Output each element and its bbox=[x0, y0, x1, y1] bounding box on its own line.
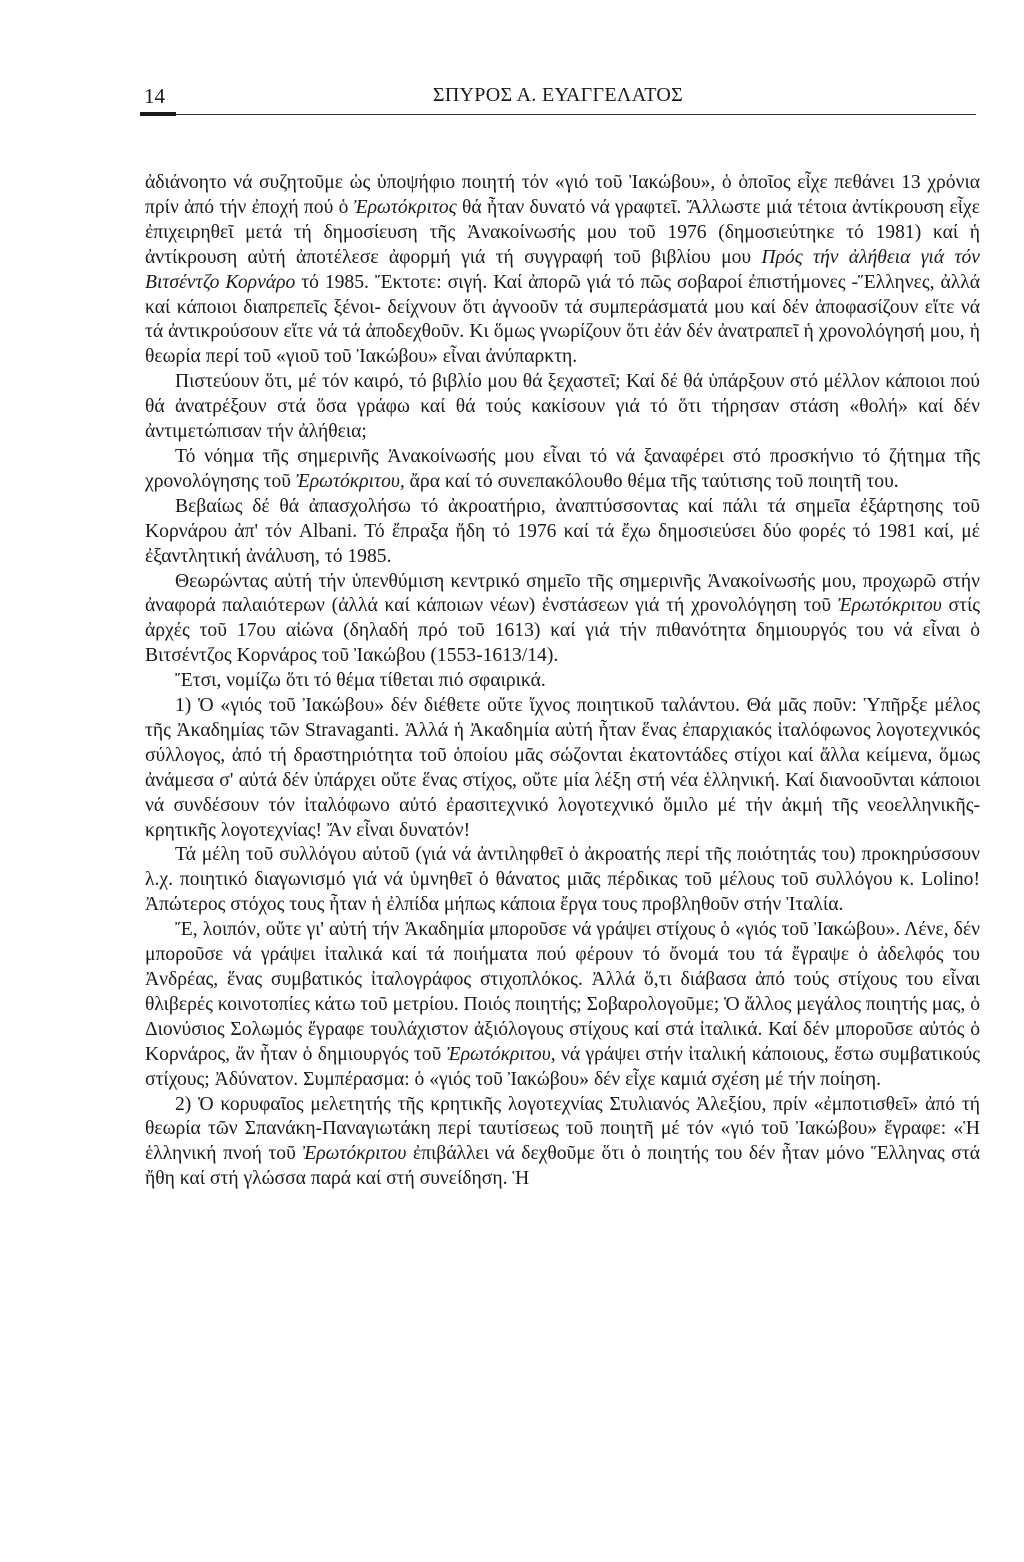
paragraph bbox=[145, 918, 980, 1092]
text-run: 1) Ὁ «γιός τοῦ Ἰακώβου» δέν διέθετε οὔτε ἴχνος ποιητικοῦ ταλάντου. Θά μᾶς ποῦν: Ὑπῆρξε μέλος τῆς Ἀκαδημίας τῶν Stravaganti. Ἀλλά ἡ Ἀκαδημία αὐτή ἦταν ἕνας ἐπαρχιακός ἰταλόφωνος λογοτεχνικός σύλλογος, ἀπό τή δραστηριότητα τοῦ ὁποίου μᾶς σώζονται ἑκατοντάδες στίχοι καί ἄλλα κείμενα, ὅμως ἀνάμεσα σ' αὐτά δέν ὑπάρχει οὔτε ἕνας στίχος, οὔτε μία λέξη στή νέα ἑλληνική. Καί διανοοῦνται κάποιοι νά συνδέσουν τόν ἰταλόφωνο αὐτό ἐρασιτεχνικό λογοτεχνικό ὅμιλο μέ τήν ἀκμή τῆς νεοελληνικῆς-κρητικῆς λογοτεχνίας! Ἄν εἶναι δυνατόν! bbox=[145, 695, 980, 841]
body-text bbox=[145, 171, 980, 1192]
italic-text-run: Ἐρωτόκριτου bbox=[302, 1143, 407, 1165]
text-run: Θεωρώντας αὐτή τήν ὑπενθύμιση κεντρικό σημεῖο τῆς σημερινῆς Ἀνακοίνωσής μου, προχωρῶ στήν ἀναφορά παλαιότερων (ἀλλά καί κάποιων νέων) ἐνστάσεων γιά τή χρονολόγηση τοῦ bbox=[145, 570, 980, 617]
paragraph bbox=[145, 669, 980, 694]
text-run: θά ἦταν δυνατό νά γραφτεῖ. Ἄλλωστε μιά τέτοια ἀντίκρουση εἶχε ἐπιχειρηθεῖ μετά τή δημοσίευση τῆς Ἀνακοίνωσής μου τοῦ 1976 (δημοσιεύτηκε τό 1981) καί ἡ ἀντίκρουση αὐτή ἀποτέλεσε ἀφορμή γιά τή συγγραφή τοῦ βιβλίου μου bbox=[145, 196, 980, 268]
page-number: 14 bbox=[144, 84, 165, 108]
header-rule bbox=[140, 114, 976, 115]
italic-text-run: Ἐρωτόκριτου bbox=[837, 595, 942, 617]
text-run: τό 1985. Ἔκτοτε: σιγή. Καί ἀπορῶ γιά τό πῶς σοβαροί ἐπιστήμονες -Ἕλληνες, ἀλλά καί κάποιοι διαπρεπεῖς ξένοι- δείχνουν ὅτι ἀγνοοῦν τά συμπεράσματά μου καί δέν ἀποφασίζουν εἴτε νά τά ἀντικρούσουν εἴτε νά τά ἀποδεχθοῦν. Κι ὅμως γνωρίζουν ὅτι ἐάν δέν ἀνατραπεῖ ἡ χρονολόγησή μου, ἡ θεωρία περί τοῦ «γιοῦ τοῦ Ἰακώβου» εἶναι ἀνύπαρκτη. bbox=[145, 271, 980, 368]
text-run: Βεβαίως δέ θά ἀπασχολήσω τό ἀκροατήριο, ἀναπτύσσοντας καί πάλι τά σημεῖα ἐξάρτησης τοῦ Κορνάρου ἀπ' τόν Albani. Τό ἔπραξα ἤδη τό 1976 καί τά ἔχω δημοσιεύσει δύο φορές τό 1981 καί, μέ ἐξαντλητική ἀνάλυση, τό 1985. bbox=[145, 495, 980, 567]
text-run: ἐπιβάλλει νά δεχθοῦμε ὅτι ὁ ποιητής του δέν ἦταν μόνο Ἕλληνας στά ἤθη καί στή γλώσσα παρά καί στή συνείδηση. Ἡ bbox=[145, 1143, 981, 1190]
text-run: Πιστεύουν ὅτι, μέ τόν καιρό, τό βιβλίο μου θά ξεχαστεῖ; Καί δέ θά ὑπάρξουν στό μέλλον κάποιοι πού θά ἀνατρέξουν στά ὅσα γράφω καί θά τούς κακίσουν γιά τό ὅτι τήρησαν στάση «θολή» καί δέν ἀντιμετώπισαν τήν ἀλήθεια; bbox=[145, 371, 980, 443]
italic-text-run: Ἐρωτόκριτου, bbox=[295, 470, 405, 492]
paragraph bbox=[145, 843, 980, 918]
text-run: νά γράψει στήν ἰταλική κάποιους, ἔστω συμβατικούς στίχους; Ἀδύνατον. Συμπέρασμα: ὁ «γιός τοῦ Ἰακώβου» δέν εἶχε καμιά σχέση μέ τήν ποίηση. bbox=[145, 1043, 980, 1090]
text-run: Τό νόημα τῆς σημερινῆς Ἀνακοίνωσής μου εἶναι τό νά ξαναφέρει στό προσκήνιο τό ζήτημα τῆς χρονολόγησης τοῦ bbox=[145, 445, 980, 492]
text-run: ἄρα καί τό συνεπακόλουθο θέμα τῆς ταύτισης τοῦ ποιητῆ του. bbox=[404, 470, 899, 492]
header-rule-accent bbox=[140, 112, 176, 116]
paragraph bbox=[145, 495, 980, 570]
paragraph bbox=[145, 1093, 980, 1193]
paragraph bbox=[145, 570, 980, 670]
paragraph bbox=[145, 370, 980, 445]
page-header bbox=[140, 78, 976, 112]
paragraph bbox=[145, 445, 980, 495]
paragraph bbox=[145, 694, 980, 843]
text-run: Τά μέλη τοῦ συλλόγου αὐτοῦ (γιά νά ἀντιληφθεῖ ὁ ἀκροατής περί τῆς ποιότητάς του) προκηρύσσουν λ.χ. ποιητικό διαγωνισμό γιά νά ὑμνηθεῖ ὁ θάνατος μιᾶς πέρδικας τοῦ μέλους τοῦ συλλόγου κ. Lolino! Ἀπώτερος στόχος τους ἦταν ἡ ἐλπίδα μήπως κάποια ἔργα τους προβληθοῦν στήν Ἰταλία. bbox=[145, 844, 980, 916]
text-run: Ἔ, λοιπόν, οὔτε γι' αὐτή τήν Ἀκαδημία μποροῦσε νά γράψει στίχους ὁ «γιός τοῦ Ἰακώβου». Λένε, δέν μποροῦσε νά γράψει ἰταλικά καί τά ποιήματα πού φέρουν τό ὄνομά του τά ἔγραψε ὁ ἀδελφός του Ἀνδρέας, ἕνας συμβατικός ἰταλογράφος στιχοπλόκος. Ἀλλά ὅ,τι διάβασα ἀπό τούς στίχους του εἶναι θλιβερές κοινοτοπίες κάτω τοῦ μετρίου. Ποιός ποιητής; Σοβαρολογοῦμε; Ὁ ἄλλος μεγάλος ποιητής μας, ὁ Διονύσιος Σολωμός ἔγραφε τουλάχιστον ἀξιόλογους στίχους καί στά ἰταλικά. Καί δέν μποροῦσε αὐτός ὁ Κορνάρος, ἄν ἦταν ὁ δημιουργός τοῦ bbox=[145, 919, 981, 1065]
running-title: ΣΠΥΡΟΣ Α. ΕΥΑΓΓΕΛΑΤΟΣ bbox=[432, 84, 684, 106]
text-run: στίς ἀρχές τοῦ 17ου αἰώνα (δηλαδή πρό τοῦ 1613) καί γιά τήν πιθανότητα δημιουργός του νά εἶναι ὁ Βιτσέντζος Κορνάρος τοῦ Ἰακώβου (1553-1613/14). bbox=[145, 595, 981, 667]
italic-text-run: Πρός τήν ἀλήθεια γιά τόν Βιτσέντζο Κορνάρο bbox=[145, 246, 980, 293]
text-run: Ἔτσι, νομίζω ὅτι τό θέμα τίθεται πιό σφαιρικά. bbox=[175, 670, 546, 692]
paragraph bbox=[145, 171, 980, 370]
text-run: 2) Ὁ κορυφαῖος μελετητής τῆς κρητικῆς λογοτεχνίας Στυλιανός Ἀλεξίου, πρίν «ἐμποτισθεῖ» ἀπό τή θεωρία τῶν Σπανάκη-Παναγιωτάκη περί ταυτίσεως τοῦ ποιητῆ μέ τόν «γιό τοῦ Ἰακώβου» ἔγραφε: «Ἡ ἑλληνική πνοή τοῦ bbox=[145, 1093, 980, 1165]
italic-text-run: Ἐρωτόκριτος bbox=[353, 196, 457, 218]
italic-text-run: Ἐρωτόκριτου, bbox=[446, 1043, 556, 1065]
text-run: ἀδιάνοητο νά συζητοῦμε ὡς ὑποψήφιο ποιητή τόν «γιό τοῦ Ἰακώβου», ὁ ὁποῖος εἶχε πεθάνει 13 χρόνια πρίν ἀπό τήν ἐποχή πού ὁ bbox=[145, 172, 980, 218]
